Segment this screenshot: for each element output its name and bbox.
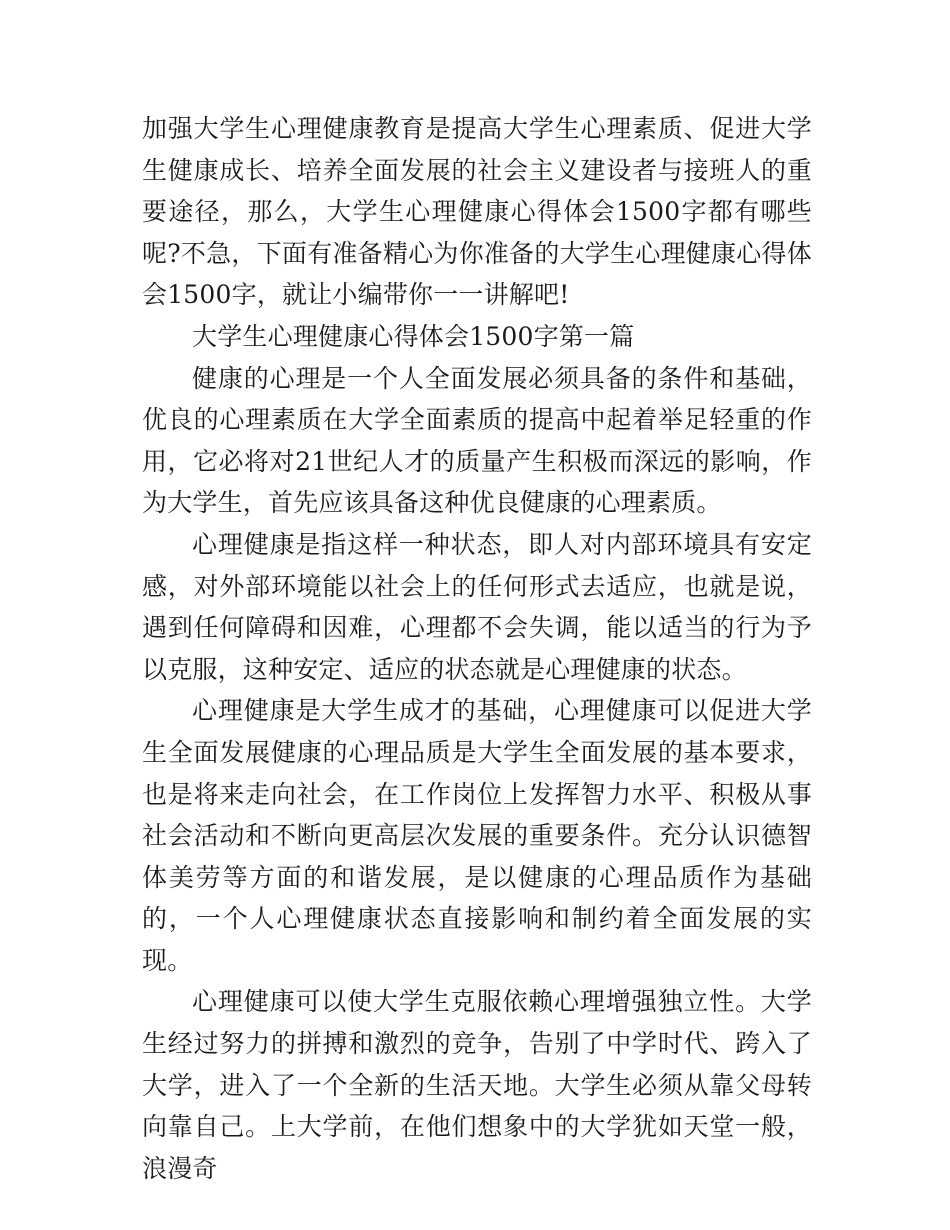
paragraph-intro: 加强大学生心理健康教育是提高大学生心理素质、促进大学生健康成长、培养全面发展的社会主义建设者与接班人的重要途径，那么，大学生心理健康心得体会1500字都有哪些呢?不急，下面有准备精心为你准备的大学生心理健康心得体会1500字，就让小编带你一一讲解吧!	[142, 114, 812, 310]
paragraph: 心理健康是指这样一种状态，即人对内部环境具有安定感，对外部环境能以社会上的任何形式去适应，也就是说，遇到任何障碍和因难，心理都不会失调，能以适当的行为予以克服，这种安定、适应的状态就是心理健康的状态。	[142, 529, 812, 684]
paragraph: 心理健康可以使大学生克服依赖心理增强独立性。大学生经过努力的拼搏和激烈的竞争，告别了中学时代、跨入了大学，进入了一个全新的生活天地。大学生必须从靠父母转向靠自己。上大学前，在他们想象中的大学犹如天堂一般，浪漫奇	[142, 987, 812, 1183]
paragraph: 心理健康是大学生成才的基础，心理健康可以促进大学生全面发展健康的心理品质是大学生全面发展的基本要求，也是将来走向社会，在工作岗位上发挥智力水平、积极从事社会活动和不断向更高层次发展的重要条件。充分认识德智体美劳等方面的和谐发展，是以健康的心理品质作为基础的，一个人心理健康状态直接影响和制约着全面发展的实现。	[142, 696, 812, 975]
document-body	[142, 108, 812, 1189]
section-heading: 大学生心理健康心得体会1500字第一篇	[192, 321, 635, 351]
paragraph: 健康的心理是一个人全面发展必须具备的条件和基础，优良的心理素质在大学全面素质的提高中起着举足轻重的作用，它必将对21世纪人才的质量产生积极而深远的影响，作为大学生，首先应该具备这种优良健康的心理素质。	[142, 363, 812, 518]
